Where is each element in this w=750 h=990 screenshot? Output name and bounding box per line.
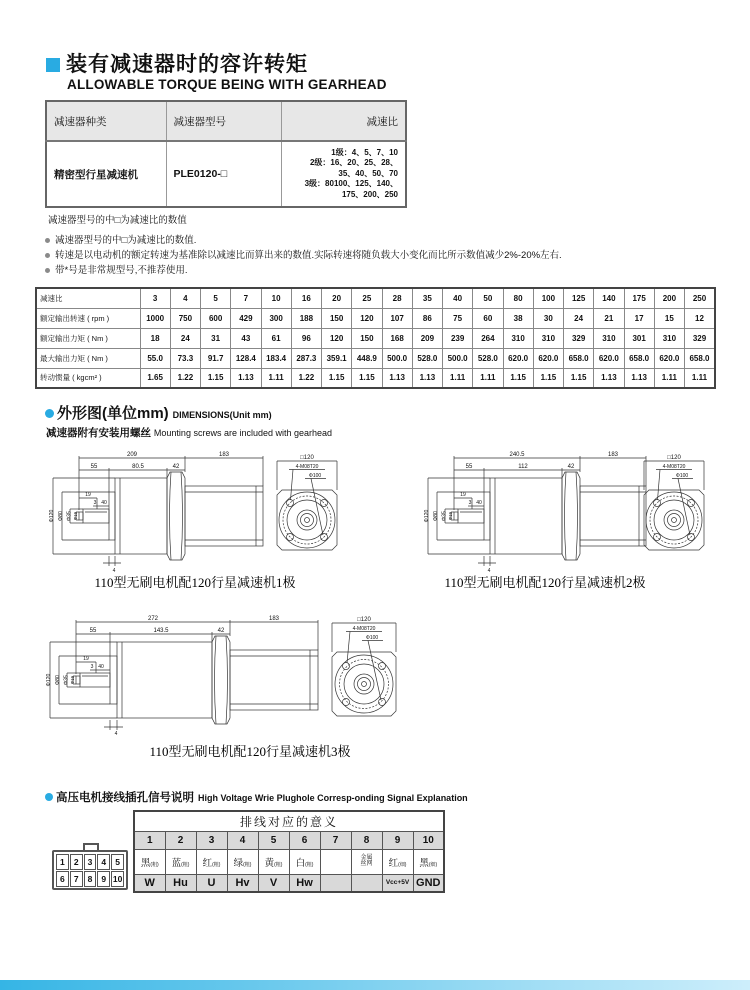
ratio-line: 2级：16、20、25、28、 <box>309 158 398 168</box>
dim-front: 55 <box>90 464 98 470</box>
spec-value-cell: 1.13 <box>382 368 412 388</box>
dim-housing: 143.5 <box>153 628 169 634</box>
wire-color-qualifier: (粗) <box>212 861 221 868</box>
spec-value-cell: 264 <box>473 328 503 348</box>
connector-pin: 2 <box>70 854 83 870</box>
spec-ratio-cell: 35 <box>412 288 442 308</box>
spec-row-label: 减速比 <box>36 288 140 308</box>
spec-value-cell: 620.0 <box>594 348 624 368</box>
pin-number-cell: 7 <box>320 831 351 849</box>
wire-color-cell <box>351 849 382 874</box>
spec-value-cell: 60 <box>473 308 503 328</box>
spec-value-cell: 15 <box>654 308 684 328</box>
spec-value-cell: 300 <box>261 308 291 328</box>
wire-color-qualifier: (粗) <box>305 861 314 868</box>
spec-ratio-cell: 20 <box>322 288 352 308</box>
spec-ratio-cell: 125 <box>564 288 594 308</box>
pin-number-cell: 2 <box>165 831 196 849</box>
spec-value-cell: 1.15 <box>533 368 563 388</box>
spec-value-cell: 12 <box>685 308 716 328</box>
dimensions-heading-en: DIMENSIONS(Unit mm) <box>172 410 272 420</box>
spec-value-cell: 310 <box>503 328 533 348</box>
spec-value-cell: 31 <box>201 328 231 348</box>
dim-total: 272 <box>147 616 159 622</box>
spec-value-cell: 500.0 <box>382 348 412 368</box>
wire-color-name: 黄 <box>264 857 275 869</box>
spec-ratio-cell: 175 <box>624 288 654 308</box>
signal-name-cell: GND <box>413 874 444 892</box>
spec-value-cell: 1.65 <box>140 368 170 388</box>
wire-color-name: 金属丝网 <box>360 854 373 868</box>
spec-value-cell: 120 <box>322 328 352 348</box>
dim-front: 55 <box>465 464 473 470</box>
dim-plate: 4 <box>114 731 118 737</box>
spec-row-label: 额定输出力矩 ( Nm ) <box>36 328 140 348</box>
spec-value-cell: 1.15 <box>564 368 594 388</box>
wire-color-cell <box>289 849 320 874</box>
wire-color-qualifier: (粗) <box>243 861 252 868</box>
dim-stub: 19 <box>460 492 466 498</box>
notes-list <box>45 233 725 278</box>
spec-value-cell: 1.11 <box>473 368 503 388</box>
spec-value-cell: 128.4 <box>231 348 261 368</box>
pin-number-cell: 6 <box>289 831 320 849</box>
spec-value-cell: 61 <box>261 328 291 348</box>
dimensions-heading <box>45 402 272 423</box>
dim-motor: 183 <box>268 616 280 622</box>
spec-value-cell: 73.3 <box>170 348 200 368</box>
dim-housing: 112 <box>518 464 528 470</box>
ratio-line: 35、40、50、70 <box>338 168 398 178</box>
wire-color-name: 绿 <box>233 857 244 869</box>
dia-pilot: Φ80 <box>58 511 64 521</box>
signal-table-title: 排线对应的意义 <box>134 811 444 831</box>
dim-shaft-len: 40 <box>476 500 482 506</box>
note-item <box>45 248 725 263</box>
spec-value-cell: 528.0 <box>412 348 442 368</box>
spec-ratio-cell: 28 <box>382 288 412 308</box>
note-item <box>45 263 725 278</box>
gearhead-table <box>45 100 407 208</box>
title-accent-square <box>46 58 60 72</box>
signal-name-cell: W <box>134 874 165 892</box>
wire-color-name: 蓝 <box>171 857 182 869</box>
signal-name-cell: Hv <box>227 874 258 892</box>
wire-color-cell <box>165 849 196 874</box>
dia-shaft: Φ35 <box>63 675 70 685</box>
spec-row-label: 最大输出力矩 ( Nm ) <box>36 348 140 368</box>
dim-stub: 19 <box>85 492 91 498</box>
dimensions-heading-cn: 外形图(单位mm) <box>57 405 169 422</box>
dia-pilot: Φ80 <box>55 675 61 685</box>
spec-value-cell: 18 <box>140 328 170 348</box>
bolt-circle-dia: Φ100 <box>308 473 322 479</box>
drawing-gearmotor-3stage <box>40 612 460 744</box>
dia-flange: Φ120 <box>46 673 52 687</box>
spec-value-cell: 658.0 <box>685 348 716 368</box>
spec-value-cell: 183.4 <box>261 348 291 368</box>
spec-value-cell: 30 <box>533 308 563 328</box>
spec-ratio-cell: 200 <box>654 288 684 308</box>
spec-value-cell: 24 <box>564 308 594 328</box>
page-title: 装有减速器时的容许转矩 <box>66 53 308 76</box>
spec-ratio-cell: 25 <box>352 288 382 308</box>
bolt-label: 4-M08T20 <box>352 626 376 632</box>
wire-color-cell <box>227 849 258 874</box>
signal-name-cell <box>320 874 351 892</box>
dia-shaft: Φ35 <box>441 511 448 521</box>
spec-ratio-cell: 3 <box>140 288 170 308</box>
bullet-icon <box>45 253 50 258</box>
pin-number-cell: 4 <box>227 831 258 849</box>
spec-value-cell: 1.15 <box>201 368 231 388</box>
signal-heading-cn: 高压电机接线插孔信号说明 <box>56 792 194 804</box>
spec-value-cell: 1.13 <box>412 368 442 388</box>
spec-value-cell: 239 <box>443 328 473 348</box>
spec-ratio-cell: 140 <box>594 288 624 308</box>
spec-value-cell: 96 <box>291 328 321 348</box>
spec-ratio-cell: 5 <box>201 288 231 308</box>
dia-stub: Φ19 <box>70 676 75 684</box>
bullet-icon <box>45 238 50 243</box>
wire-color-name: 黑 <box>140 857 151 869</box>
spec-value-cell: 500.0 <box>443 348 473 368</box>
ratio-line: 175、200、250 <box>341 189 398 199</box>
spec-value-cell: 1.13 <box>624 368 654 388</box>
spec-value-cell: 429 <box>231 308 261 328</box>
dia-pilot: Φ80 <box>433 511 439 521</box>
spec-value-cell: 359.1 <box>322 348 352 368</box>
spec-value-cell: 168 <box>382 328 412 348</box>
wire-color-qualifier: (粗) <box>274 861 283 868</box>
spec-value-cell: 107 <box>382 308 412 328</box>
dim-adapter: 42 <box>172 464 180 470</box>
gearhead-ratio-cell <box>281 141 406 207</box>
dimensions-sub-en: Mounting screws are included with gearhead <box>153 428 333 438</box>
spec-value-cell: 1.15 <box>322 368 352 388</box>
wire-color-qualifier: (粗) <box>150 861 159 868</box>
dim-housing: 80.5 <box>132 464 144 470</box>
note-item <box>45 233 725 248</box>
spec-value-cell: 1.11 <box>685 368 716 388</box>
spec-value-cell: 1.11 <box>443 368 473 388</box>
dim-motor: 183 <box>218 452 230 458</box>
page-subtitle: ALLOWABLE TORQUE BEING WITH GEARHEAD <box>67 77 387 92</box>
connector-tab <box>83 843 99 851</box>
dim-plate: 4 <box>112 568 116 574</box>
spec-value-cell: 38 <box>503 308 533 328</box>
pin-number-cell: 8 <box>351 831 382 849</box>
connector-pin: 9 <box>97 871 110 887</box>
connector-pin: 7 <box>70 871 83 887</box>
spec-ratio-cell: 250 <box>685 288 716 308</box>
ratio-lines <box>289 148 399 201</box>
note-text: 带*号是非常规型号,不推荐使用. <box>55 265 188 276</box>
note-text: 减速器型号的中□为减速比的数值. <box>55 235 197 246</box>
wire-color-cell <box>382 849 413 874</box>
spec-value-cell: 43 <box>231 328 261 348</box>
drawing-gearmotor-2stage <box>420 448 710 576</box>
dimensions-subheading <box>46 425 332 440</box>
connector-row-2 <box>56 871 124 887</box>
spec-ratio-cell: 4 <box>170 288 200 308</box>
pin-number-cell: 3 <box>196 831 227 849</box>
spec-value-cell: 86 <box>412 308 442 328</box>
wire-color-cell <box>320 849 351 874</box>
spec-value-cell: 658.0 <box>624 348 654 368</box>
bolt-circle-dia: Φ100 <box>675 473 689 479</box>
spec-ratio-cell: 100 <box>533 288 563 308</box>
gearhead-col-type: 减速器种类 <box>46 101 166 141</box>
gearhead-col-ratio: 减速比 <box>281 101 406 141</box>
spec-value-cell: 448.9 <box>352 348 382 368</box>
connector-pin: 3 <box>84 854 97 870</box>
wire-color-cell <box>196 849 227 874</box>
bottom-accent-bar <box>0 980 750 990</box>
signal-table <box>133 810 445 893</box>
plug-connector-diagram <box>52 850 128 890</box>
dim-stub: 19 <box>83 656 89 662</box>
spec-row-label: 转动惯量 ( kgcm² ) <box>36 368 140 388</box>
spec-value-cell: 150 <box>352 328 382 348</box>
spec-value-cell: 1.13 <box>231 368 261 388</box>
wire-color-cell <box>134 849 165 874</box>
gearhead-type-value: 精密型行星减速机 <box>46 141 166 207</box>
signal-name-cell: Hu <box>165 874 196 892</box>
dimensions-sub-cn: 减速器附有安装用螺丝 <box>46 427 151 439</box>
wire-color-cell <box>258 849 289 874</box>
wire-color-qualifier: (粗) <box>181 861 190 868</box>
spec-value-cell: 91.7 <box>201 348 231 368</box>
spec-value-cell: 528.0 <box>473 348 503 368</box>
spec-value-cell: 24 <box>170 328 200 348</box>
drawing-caption-1: 110型无刷电机配120行星减速机1极 <box>94 575 296 590</box>
signal-heading-en: High Voltage Wrie Plughole Corresp-onding Signal Explanation <box>198 793 468 803</box>
spec-value-cell: 620.0 <box>533 348 563 368</box>
ratio-line: 3级：80100、125、140、 <box>304 179 398 189</box>
wire-color-qualifier: (细) <box>398 861 407 868</box>
spec-value-cell: 150 <box>322 308 352 328</box>
signal-name-cell <box>351 874 382 892</box>
dim-flange-square: □120 <box>300 455 314 461</box>
spec-ratio-cell: 50 <box>473 288 503 308</box>
spec-value-cell: 310 <box>594 328 624 348</box>
connector-pin: 4 <box>97 854 110 870</box>
dim-total: 240.5 <box>509 452 525 458</box>
spec-value-cell: 1000 <box>140 308 170 328</box>
spec-value-cell: 301 <box>624 328 654 348</box>
connector-pin: 6 <box>56 871 69 887</box>
spec-value-cell: 1.15 <box>352 368 382 388</box>
spec-value-cell: 287.3 <box>291 348 321 368</box>
wire-color-cell <box>413 849 444 874</box>
dia-flange: Φ120 <box>49 509 55 523</box>
pin-number-cell: 10 <box>413 831 444 849</box>
spec-value-cell: 600 <box>201 308 231 328</box>
dim-total: 209 <box>126 452 138 458</box>
spec-value-cell: 329 <box>564 328 594 348</box>
spec-value-cell: 17 <box>624 308 654 328</box>
connector-pin: 8 <box>84 871 97 887</box>
wire-color-name: 黑 <box>419 857 429 869</box>
drawing-caption-2: 110型无刷电机配120行星减速机2极 <box>444 575 646 590</box>
ratio-line: 1级：4、5、7、10 <box>331 147 398 157</box>
spec-value-cell: 329 <box>685 328 716 348</box>
signal-heading <box>45 789 468 805</box>
spec-value-cell: 55.0 <box>140 348 170 368</box>
bullet-icon <box>45 268 50 273</box>
note-text: 转速是以电动机的额定转速为基准除以减速比而算出来的数值.实际转速将随负载大小变化而比所示数值减少2%-20%左右. <box>55 250 562 261</box>
wire-color-name: 红 <box>202 857 213 869</box>
spec-ratio-cell: 10 <box>261 288 291 308</box>
dim-flange-square: □120 <box>667 455 681 461</box>
spec-value-cell: 1.11 <box>261 368 291 388</box>
connector-row-1 <box>56 854 124 870</box>
wire-color-name: 白 <box>295 857 306 869</box>
dim-shaft-len: 40 <box>98 664 104 670</box>
spec-table <box>35 287 716 389</box>
wire-color-name: 红 <box>388 857 399 869</box>
gearhead-table-footnote: 减速器型号的中□为减速比的数值 <box>48 215 187 226</box>
spec-value-cell: 1.22 <box>291 368 321 388</box>
spec-value-cell: 310 <box>654 328 684 348</box>
spec-value-cell: 1.22 <box>170 368 200 388</box>
dim-shaft-len: 40 <box>101 500 107 506</box>
spec-value-cell: 1.13 <box>594 368 624 388</box>
spec-value-cell: 750 <box>170 308 200 328</box>
spec-value-cell: 1.15 <box>503 368 533 388</box>
spec-value-cell: 658.0 <box>564 348 594 368</box>
bolt-label: 4-M08T20 <box>295 464 319 470</box>
spec-value-cell: 120 <box>352 308 382 328</box>
dim-flange-square: □120 <box>357 617 371 623</box>
signal-name-cell: Vcc+5V <box>382 874 413 892</box>
dim-step: 3 <box>468 500 472 506</box>
spec-value-cell: 620.0 <box>503 348 533 368</box>
dim-motor: 183 <box>607 452 619 458</box>
dia-stub: Φ19 <box>73 512 78 520</box>
dim-adapter: 42 <box>567 464 575 470</box>
dim-plate: 4 <box>487 568 491 574</box>
spec-value-cell: 1.11 <box>654 368 684 388</box>
spec-value-cell: 620.0 <box>654 348 684 368</box>
connector-pin: 5 <box>111 854 124 870</box>
gearhead-col-model: 减速器型号 <box>166 101 281 141</box>
spec-row-label: 额定输出转速 ( rpm ) <box>36 308 140 328</box>
dia-shaft: Φ35 <box>66 511 73 521</box>
spec-ratio-cell: 16 <box>291 288 321 308</box>
drawing-caption-3: 110型无刷电机配120行星减速机3极 <box>149 744 351 759</box>
section-dot-icon <box>45 793 53 801</box>
connector-pin: 10 <box>111 871 124 887</box>
bolt-circle-dia: Φ100 <box>365 635 379 641</box>
spec-value-cell: 188 <box>291 308 321 328</box>
spec-ratio-cell: 80 <box>503 288 533 308</box>
connector-pin: 1 <box>56 854 69 870</box>
dim-step: 3 <box>90 664 94 670</box>
spec-value-cell: 75 <box>443 308 473 328</box>
spec-ratio-cell: 7 <box>231 288 261 308</box>
spec-ratio-cell: 40 <box>443 288 473 308</box>
signal-name-cell: V <box>258 874 289 892</box>
bolt-label: 4-M08T20 <box>662 464 686 470</box>
dim-front: 55 <box>89 628 97 634</box>
signal-name-cell: U <box>196 874 227 892</box>
pin-number-cell: 9 <box>382 831 413 849</box>
dia-flange: Φ120 <box>424 509 430 523</box>
wire-color-qualifier: (细) <box>428 861 438 868</box>
spec-value-cell: 209 <box>412 328 442 348</box>
pin-number-cell: 5 <box>258 831 289 849</box>
dim-step: 3 <box>93 500 97 506</box>
section-dot-icon <box>45 409 54 418</box>
gearhead-model-value: PLE0120-□ <box>166 141 281 207</box>
spec-value-cell: 21 <box>594 308 624 328</box>
pin-number-cell: 1 <box>134 831 165 849</box>
dia-stub: Φ19 <box>448 512 453 520</box>
spec-value-cell: 310 <box>533 328 563 348</box>
dim-adapter: 42 <box>217 628 225 634</box>
signal-name-cell: Hw <box>289 874 320 892</box>
drawing-gearmotor-1stage <box>45 448 345 576</box>
